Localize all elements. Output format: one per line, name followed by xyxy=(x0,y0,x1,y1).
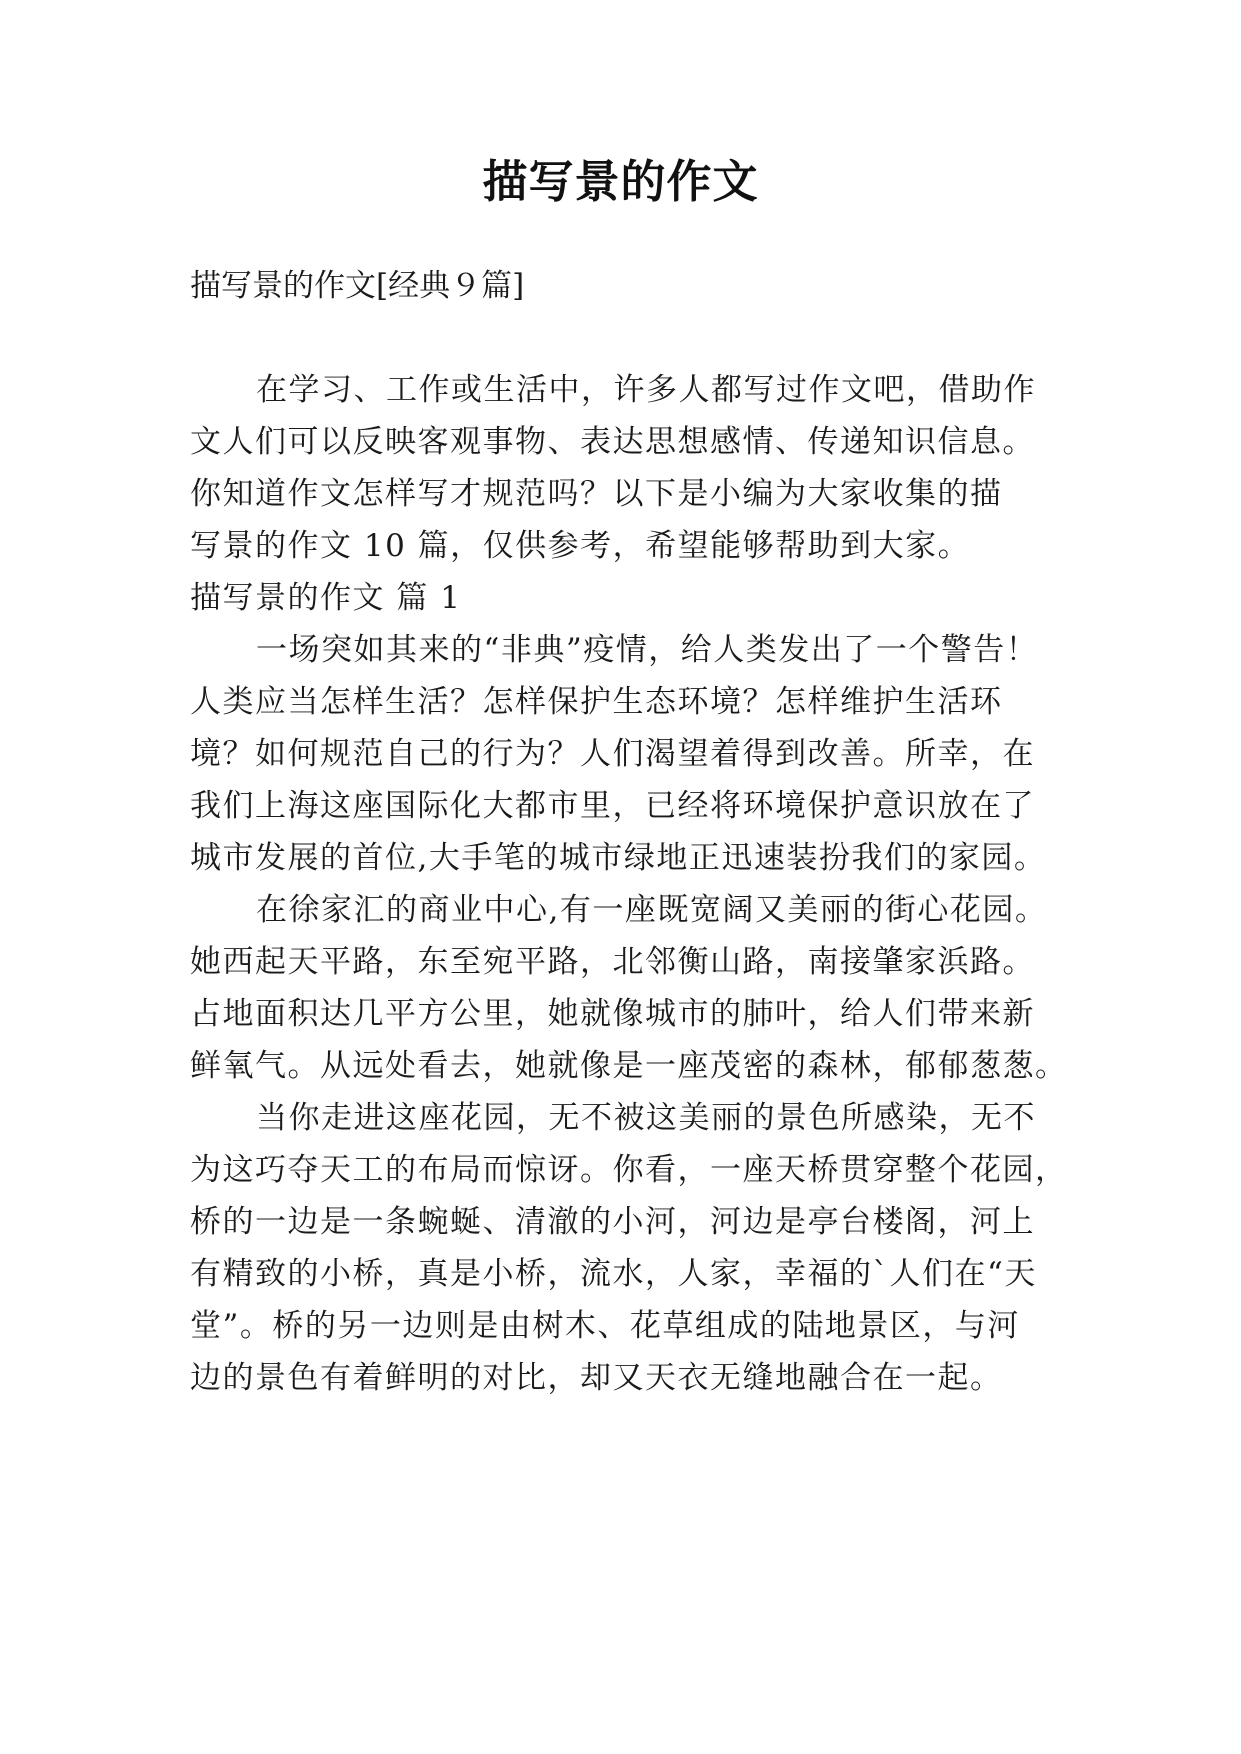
paragraph-line: 边的景色有着鲜明的对比，却又天衣无缝地融合在一起。 xyxy=(190,1360,1003,1396)
paragraph-line: 人类应当怎样生活？怎样保护生态环境？怎样维护生活环 xyxy=(190,684,1003,720)
paragraph-line: 一场突如其来的“非典”疫情，给人类发出了一个警告！ xyxy=(256,632,1039,668)
paragraph-line: 占地面积达几平方公里，她就像城市的肺叶，给人们带来新 xyxy=(190,996,1035,1032)
intro-line: 在学习、工作或生活中，许多人都写过作文吧，借助作 xyxy=(256,372,1036,408)
intro-line: 文人们可以反映客观事物、表达思想感情、传递知识信息。 xyxy=(190,424,1035,460)
paragraph-line: 境？如何规范自己的行为？人们渴望着得到改善。所幸，在 xyxy=(190,736,1035,772)
paragraph-line: 在徐家汇的商业中心,有一座既宽阔又美丽的街心花园。 xyxy=(256,892,1048,928)
paragraph-line: 堂”。桥的另一边则是由树木、花草组成的陆地景区，与河 xyxy=(190,1308,1020,1344)
paragraph-line: 鲜氧气。从远处看去，她就像是一座茂密的森林，郁郁葱葱。 xyxy=(190,1048,1068,1084)
intro-line: 你知道作文怎样写才规范吗？以下是小编为大家收集的描 xyxy=(190,476,1003,512)
paragraph-line: 我们上海这座国际化大都市里，已经将环境保护意识放在了 xyxy=(190,788,1035,824)
paragraph-line: 她西起天平路，东至宛平路，北邻衡山路，南接肇家浜路。 xyxy=(190,944,1035,980)
paragraph-line: 有精致的小桥，真是小桥，流水，人家，幸福的`人们在“天 xyxy=(190,1256,1037,1292)
paragraph-line: 为这巧夺天工的布局而惊讶。你看，一座天桥贯穿整个花园， xyxy=(190,1152,1068,1188)
section-heading: 描写景的作文 篇 1 xyxy=(190,580,462,616)
paragraph-line: 当你走进这座花园，无不被这美丽的景色所感染，无不 xyxy=(256,1100,1036,1136)
paragraph-line: 城市发展的首位,大手笔的城市绿地正迅速装扮我们的家园。 xyxy=(190,840,1047,876)
document-subtitle: 描写景的作文[经典９篇] xyxy=(190,268,525,304)
intro-line: 写景的作文 10 篇，仅供参考，希望能够帮助到大家。 xyxy=(190,528,971,564)
paragraph-line: 桥的一边是一条蜿蜒、清澈的小河，河边是亭台楼阁，河上 xyxy=(190,1204,1035,1240)
document-title: 描写景的作文 xyxy=(482,155,759,208)
